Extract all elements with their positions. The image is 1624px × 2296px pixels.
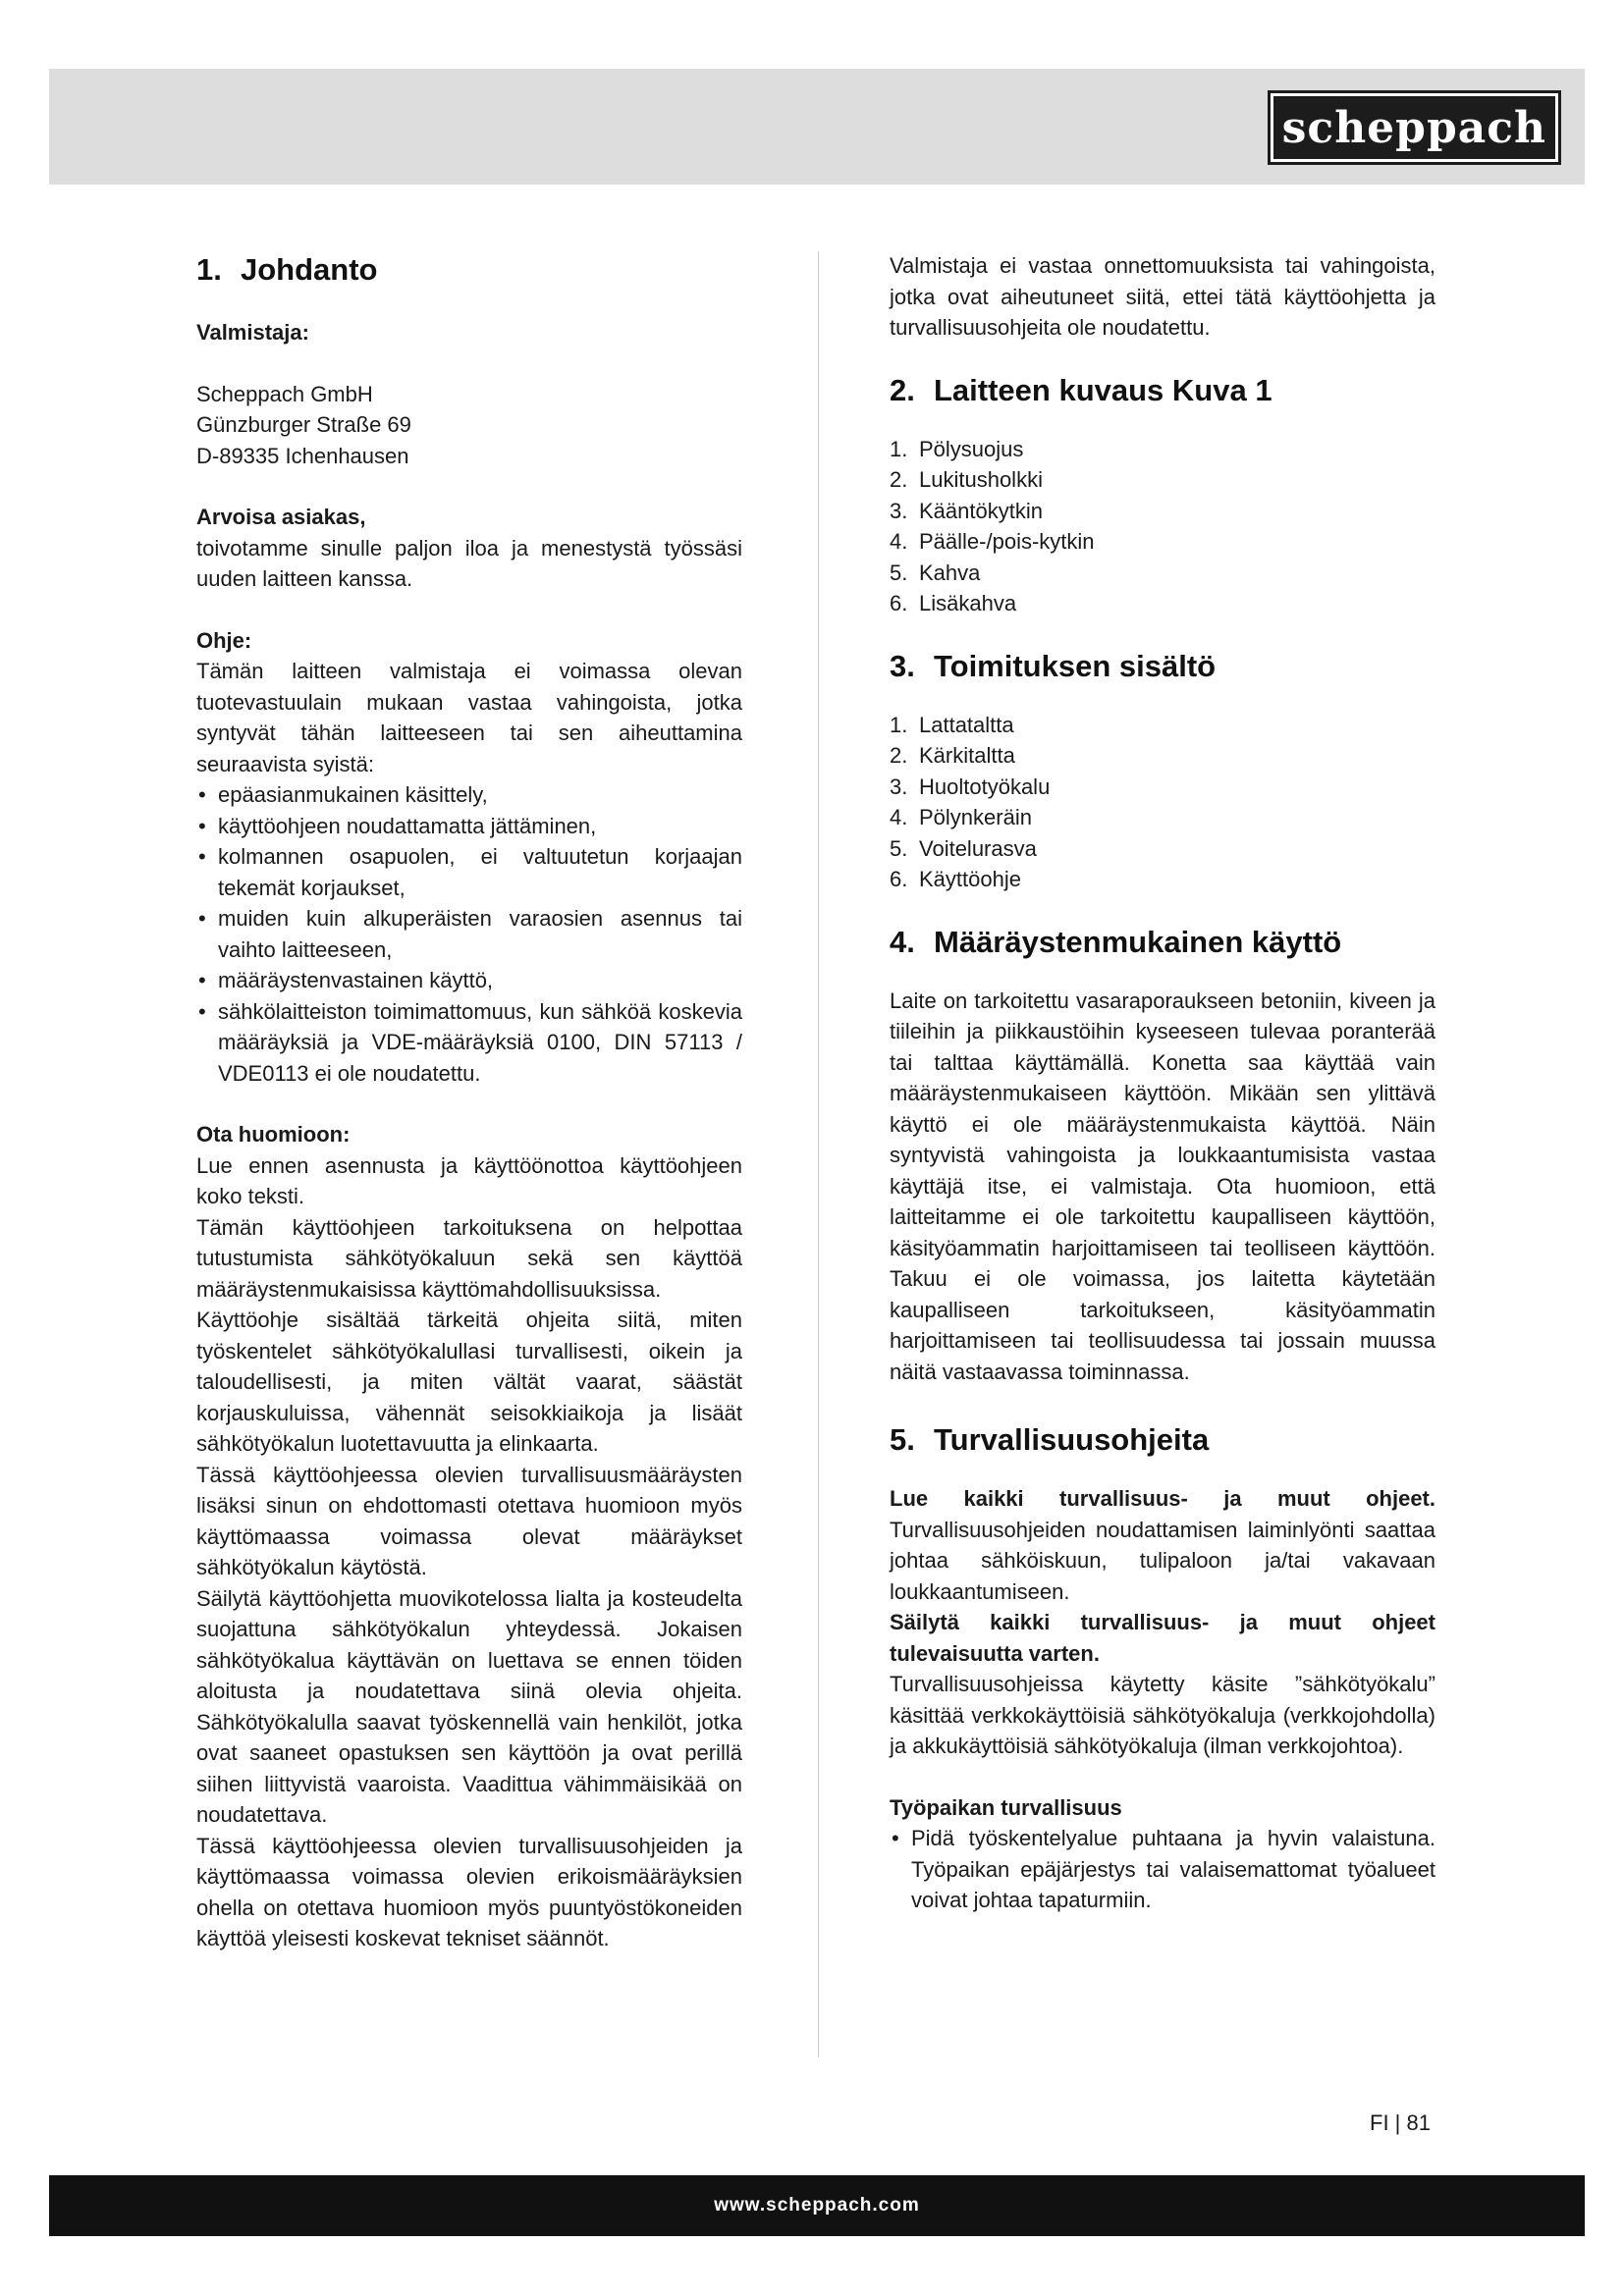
heading-title: Johdanto [241, 252, 378, 287]
safety-term-text: Turvallisuusohjeissa käytetty käsite ”sähkötyökalu” käsittää verkkokäyttöisiä sähkötyökaluja (verkkojohdolla) ja akkukäyttöisiä sähkötyökaluja (ilman verkkojohtoa). [890, 1672, 1435, 1758]
description-list [890, 434, 1435, 619]
customer-text: toivotamme sinulle paljon iloa ja menestystä työssäsi uuden laitteen kanssa. [196, 535, 742, 591]
note-text: Tämän laitteen valmistaja ei voimassa olevan tuotevastuulain mukaan vastaa vahingoista, jotka syntyvät tähän laitteeseen tai sen aiheuttamina seuraavista syistä: [196, 659, 742, 776]
attention-label: Ota huomioon: [196, 1122, 351, 1147]
section-heading-delivery [890, 647, 1435, 686]
paragraph: Säilytä käyttöohjetta muovikotelossa lialta ja kosteudelta suojattuna sähkötyökalun yhteydessä. Jokaisen sähkötyökalua käyttävän on luettava se ennen töiden aloitusta ja noudatettava siinä olevia ohjeita. Sähkötyökalulla saavat työskennellä vain henkilöt, jotka ovat saaneet opastuksen sen käyttöön ja ovat perillä siihen liittyvistä vaaroista. Vaadittua vähimmäisikää on noudatettava. [196, 1585, 742, 1827]
heading-title: Määräystenmukainen käyttö [934, 924, 1342, 959]
paragraph: Käyttöohje sisältää tärkeitä ohjeita siitä, miten työskentelet sähkötyökalullasi turvallisesti, oikein ja taloudellisesti, ja miten vältät vaarat, säästät korjauskuluissa, vähennät seisokkiaikoja ja lisäät sähkötyökalun luotettavuutta ja elinkaarta. [196, 1308, 742, 1456]
list-item: 3. Kääntökytkin [890, 498, 1043, 523]
paragraph: Tässä käyttöohjeessa olevien turvallisuusmääräysten lisäksi sinun on ehdottomasti otettava huomioon myös käyttömaassa voimassa olevat määräykset sähkötyökalun käytöstä. [196, 1462, 742, 1579]
paragraph: Tämän käyttöohjeen tarkoituksena on helpottaa tutustumista sähkötyökaluun sekä sen käyttöä määräystenmukaisissa käyttömahdollisuuksissa. [196, 1214, 742, 1302]
workplace-bullet-list [890, 1823, 1435, 1916]
list-item: • Pidä työskentelyalue puhtaana ja hyvin valaistuna. Työpaikan epäjärjestys tai valaisemattomat työalueet voivat johtaa tapaturmiin. [890, 1823, 1435, 1916]
list-item: 5. Voitelurasva [890, 835, 1037, 861]
manufacturer-address [196, 379, 742, 472]
list-item: • sähkölaitteiston toimimattomuus, kun sähköä koskevia määräyksiä ja VDE-määräyksiä 0100, DIN 57113 / VDE0113 ei ole noudatettu. [196, 996, 742, 1090]
heading-number: 4. [890, 924, 915, 959]
list-item: • käyttöohjeen noudattamatta jättäminen, [196, 811, 742, 842]
manufacturer-label: Valmistaja: [196, 320, 309, 345]
note-label: Ohje: [196, 627, 252, 653]
paragraph: Lue ennen asennusta ja käyttöönottoa käyttöohjeen koko teksti. [196, 1152, 742, 1208]
address-line: Günzburger Straße 69 [196, 412, 411, 437]
address-line: Scheppach GmbH [196, 381, 373, 406]
left-column [196, 250, 742, 1954]
scheppach-logo: scheppach [1268, 90, 1561, 165]
list-item: 6. Käyttöohje [890, 867, 1021, 891]
list-item: 4. Päälle-/pois-kytkin [890, 529, 1095, 554]
heading-number: 5. [890, 1422, 915, 1457]
list-item: 4. Pölynkeräin [890, 805, 1032, 829]
safety-lead [890, 1483, 1435, 1607]
footer-band [49, 2175, 1585, 2236]
safety-keep-notice: Säilytä kaikki turvallisuus- ja muut ohjeet tulevaisuutta varten. [890, 1610, 1435, 1666]
heading-number: 3. [890, 648, 915, 683]
customer-label: Arvoisa asiakas, [196, 505, 366, 529]
list-item: 1. Lattataltta [890, 712, 1014, 737]
heading-title: Laitteen kuvaus Kuva 1 [934, 372, 1272, 407]
list-item: 2. Lukitusholkki [890, 467, 1043, 492]
column-divider [818, 251, 819, 2057]
paragraph: Tässä käyttöohjeessa olevien turvallisuusohjeiden ja käyttömaassa voimassa olevien erikoismääräyksien ohella on otettava huomioon myös puuntyöstökoneiden käyttöä yleisesti koskevat tekniset säännöt. [196, 1833, 742, 1950]
disclaimer-text: Valmistaja ei vastaa onnettomuuksista tai vahingoista, jotka ovat aiheutuneet siitä, ettei tätä käyttöohjetta ja turvallisuusohjeita ole noudatettu. [890, 253, 1435, 340]
heading-number: 1. [196, 252, 222, 287]
heading-title: Toimituksen sisältö [934, 648, 1217, 683]
heading-title: Turvallisuusohjeita [934, 1422, 1210, 1457]
list-item: 5. Kahva [890, 560, 981, 585]
usage-text: Laite on tarkoitettu vasaraporaukseen betoniin, kiveen ja tiileihin ja piikkaustöihin kyseeseen tulevaa poranterää tai talttaa käyttämällä. Konetta saa käyttää vain määräystenmukaiseen käyttöön. Mikään sen ylittävä käyttö ei ole määräystenmukaista käyttöä. Näin syntyvistä vahingoista ja loukkaantumisista vastaa käyttäjä itse, ei valmistaja. Ota huomioon, että laitteitamme ei ole tarkoitettu kaupalliseen käyttöön, käsityöammatin harjoittamiseen tai teolliseen käyttöön. Takuu ei ole voimassa, jos laitetta käytetään kaupalliseen tarkoitukseen, käsityöammatin harjoittamiseen tai teollisuudessa tai jossain muussa näitä vastaavassa toiminnassa. [890, 988, 1435, 1384]
list-item: • muiden kuin alkuperäisten varaosien asennus tai vaihto laitteeseen, [196, 903, 742, 965]
list-item: • määräystenvastainen käyttö, [196, 965, 742, 996]
section-heading-safety [890, 1420, 1435, 1460]
right-column [890, 250, 1435, 1916]
section-heading-introduction [196, 250, 742, 290]
page-number: FI | 81 [1370, 2110, 1431, 2135]
header-band [49, 69, 1585, 185]
section-heading-intended-use [890, 923, 1435, 962]
workplace-safety-label: Työpaikan turvallisuus [890, 1794, 1122, 1820]
list-item: • epäasianmukainen käsittely, [196, 779, 742, 811]
list-item: 2. Kärkitaltta [890, 743, 1015, 768]
list-item: • kolmannen osapuolen, ei valtuutetun korjaajan tekemät korjaukset, [196, 841, 742, 903]
list-item: 6. Lisäkahva [890, 591, 1017, 615]
delivery-list [890, 710, 1435, 895]
list-item: 3. Huoltotyökalu [890, 774, 1051, 799]
heading-number: 2. [890, 372, 915, 407]
list-item: 1. Pölysuojus [890, 436, 1024, 461]
note-bullet-list [196, 779, 742, 1089]
safety-lead-text: Turvallisuusohjeiden noudattamisen laiminlyönti saattaa johtaa sähköiskuun, tulipaloon ja/tai vakavaan loukkaantumiseen. [890, 1517, 1435, 1604]
safety-lead-bold: Lue kaikki turvallisuus- ja muut ohjeet. [890, 1486, 1435, 1511]
address-line: D-89335 Ichenhausen [196, 443, 409, 468]
section-heading-description [890, 371, 1435, 410]
website-link[interactable]: www.scheppach.com [714, 2195, 920, 2216]
